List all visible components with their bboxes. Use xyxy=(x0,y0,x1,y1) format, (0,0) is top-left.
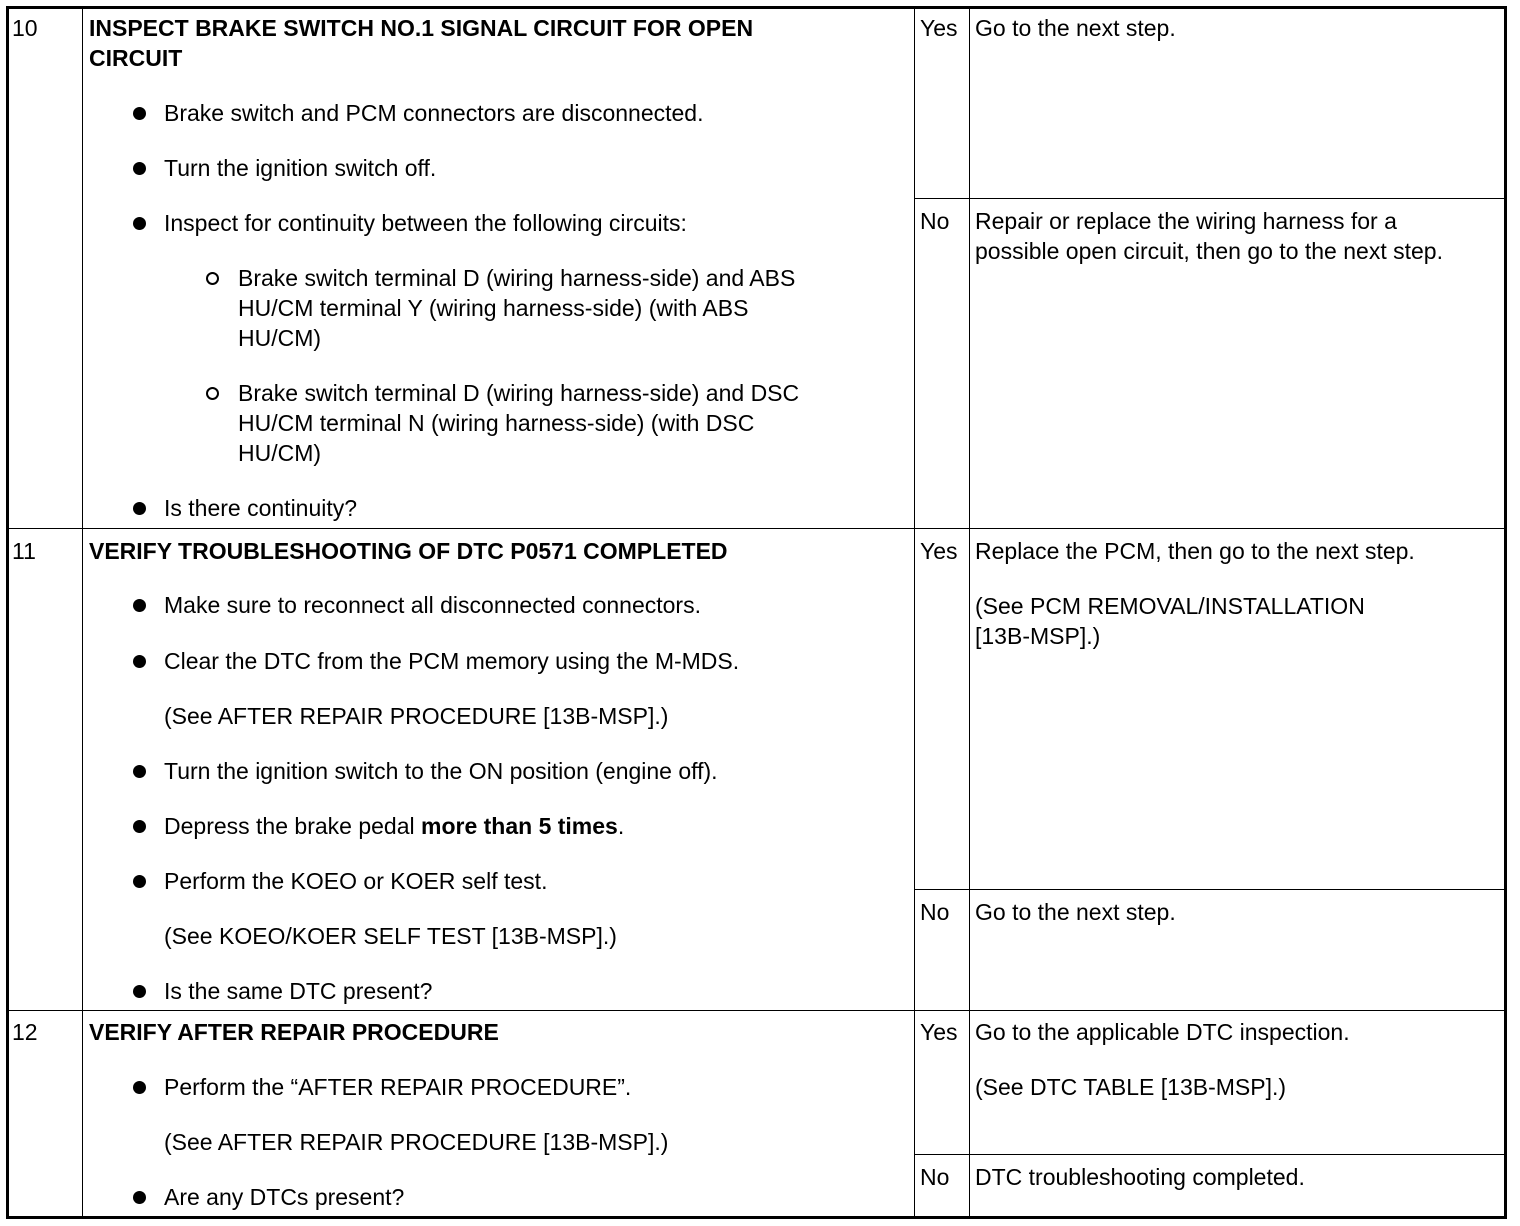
reference-note: (See AFTER REPAIR PROCEDURE [13B-MSP].) xyxy=(164,1129,669,1155)
no-action: possible open circuit, then go to the next step. xyxy=(975,238,1443,264)
bullet-icon xyxy=(133,875,146,888)
bullet-icon xyxy=(133,107,146,120)
row-divider xyxy=(8,528,1505,529)
bullet-text: Perform the “AFTER REPAIR PROCEDURE”. xyxy=(164,1074,632,1100)
sub-bullet-text: Brake switch terminal D (wiring harness-side) and ABS xyxy=(238,265,796,291)
bullet-text: Turn the ignition switch off. xyxy=(164,155,437,181)
step-title: VERIFY AFTER REPAIR PROCEDURE xyxy=(89,1019,499,1045)
reference-note: (See KOEO/KOER SELF TEST [13B-MSP].) xyxy=(164,923,617,949)
no-label: No xyxy=(920,208,950,234)
bullet-icon xyxy=(133,1081,146,1094)
no-action: Go to the next step. xyxy=(975,899,1176,925)
bullet-icon xyxy=(133,655,146,668)
step-title: INSPECT BRAKE SWITCH NO.1 SIGNAL CIRCUIT FOR OPEN xyxy=(89,15,754,41)
bullet-text: Turn the ignition switch to the ON position (engine off). xyxy=(164,758,718,784)
bullet-icon xyxy=(133,502,146,515)
bullet-text: Brake switch and PCM connectors are disconnected. xyxy=(164,100,704,126)
bullet-icon xyxy=(133,162,146,175)
step-number: 12 xyxy=(12,1019,38,1045)
bullet-text-part: Depress the brake pedal xyxy=(164,813,421,839)
yes-action: (See DTC TABLE [13B-MSP].) xyxy=(975,1074,1287,1100)
sub-bullet-text: HU/CM) xyxy=(238,325,322,351)
step-number: 11 xyxy=(12,538,36,564)
emphasis-text: more than 5 times xyxy=(421,813,618,839)
yes-action: Go to the next step. xyxy=(975,15,1176,41)
yes-label: Yes xyxy=(920,538,958,564)
no-action: DTC troubleshooting completed. xyxy=(975,1164,1305,1190)
yes-no-divider xyxy=(914,1154,1505,1155)
bullet-text: Is the same DTC present? xyxy=(164,978,433,1004)
bullet-icon xyxy=(133,765,146,778)
sub-bullet-text: HU/CM terminal N (wiring harness-side) (with DSC xyxy=(238,410,755,436)
bullet-text xyxy=(164,811,624,841)
column-divider xyxy=(82,8,83,1217)
column-divider xyxy=(914,8,915,1217)
sub-bullet-text: HU/CM terminal Y (wiring harness-side) (with ABS xyxy=(238,295,749,321)
bullet-text: Are any DTCs present? xyxy=(164,1184,405,1210)
bullet-text: Is there continuity? xyxy=(164,495,358,521)
no-label: No xyxy=(920,1164,950,1190)
row-divider xyxy=(8,1010,1505,1011)
yes-no-divider xyxy=(914,889,1505,890)
bullet-icon xyxy=(133,1191,146,1204)
bullet-icon xyxy=(133,985,146,998)
bullet-text: Inspect for continuity between the following circuits: xyxy=(164,210,687,236)
yes-action: Replace the PCM, then go to the next step. xyxy=(975,538,1415,564)
yes-action: [13B-MSP].) xyxy=(975,623,1101,649)
step-title: CIRCUIT xyxy=(89,45,183,71)
yes-label: Yes xyxy=(920,15,958,41)
no-label: No xyxy=(920,899,950,925)
yes-label: Yes xyxy=(920,1019,958,1045)
bullet-text: Make sure to reconnect all disconnected connectors. xyxy=(164,592,701,618)
sub-bullet-text: Brake switch terminal D (wiring harness-side) and DSC xyxy=(238,380,800,406)
reference-note: (See AFTER REPAIR PROCEDURE [13B-MSP].) xyxy=(164,703,669,729)
bullet-text-part: . xyxy=(617,813,625,839)
sub-bullet-text: HU/CM) xyxy=(238,440,322,466)
bullet-text: Clear the DTC from the PCM memory using the M-MDS. xyxy=(164,648,740,674)
no-action: Repair or replace the wiring harness for a xyxy=(975,208,1397,234)
yes-action: Go to the applicable DTC inspection. xyxy=(975,1019,1350,1045)
bullet-icon xyxy=(133,599,146,612)
column-divider xyxy=(969,8,970,1217)
yes-no-divider xyxy=(914,198,1505,199)
bullet-icon xyxy=(133,217,146,230)
step-number: 10 xyxy=(12,15,38,41)
bullet-text: Perform the KOEO or KOER self test. xyxy=(164,868,548,894)
yes-action: (See PCM REMOVAL/INSTALLATION xyxy=(975,593,1365,619)
step-title: VERIFY TROUBLESHOOTING OF DTC P0571 COMPLETED xyxy=(89,538,728,564)
sub-bullet-icon xyxy=(206,272,219,285)
bullet-icon xyxy=(133,820,146,833)
sub-bullet-icon xyxy=(206,387,219,400)
